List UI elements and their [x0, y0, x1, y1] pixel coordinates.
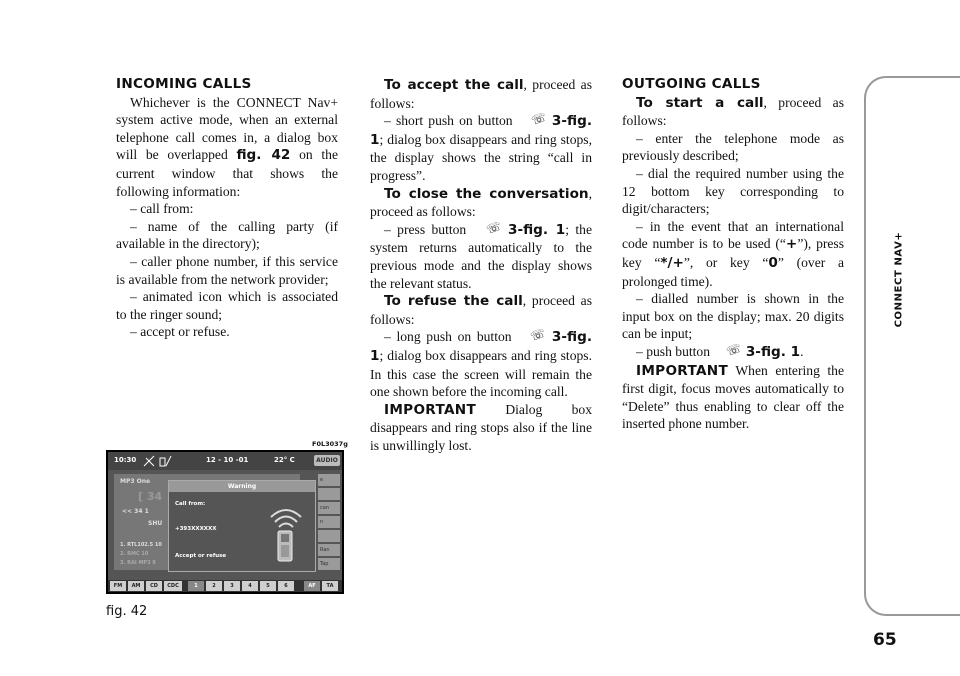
preset-item: 1. RTL102.5 10	[120, 542, 162, 548]
clock: 10:30	[114, 456, 137, 464]
list-item	[622, 340, 844, 362]
fig-reference: 3-fig. 1	[370, 329, 592, 364]
phone-handset-icon: ☏	[483, 218, 503, 237]
key-preset-4[interactable]: 4	[242, 581, 258, 591]
list-item: – accept or refuse.	[130, 324, 230, 340]
call-from-label: Call from:	[175, 501, 206, 507]
step-text: ; dialog box disappears and ring stops. In this case the screen will remain the one shown before the incoming call.	[370, 347, 592, 400]
side-softkey[interactable]: n	[318, 516, 340, 528]
date: 12 - 10 -01	[206, 456, 249, 464]
list-item: – caller phone number, if this service is available from the network provider;	[116, 253, 338, 287]
shuffle-label: SHU	[148, 520, 163, 527]
key-star-plus: */+	[660, 254, 684, 271]
start-rest: , proceed as follows:	[622, 94, 844, 129]
paragraph-important	[622, 362, 844, 433]
side-label-text: CONNECT NAV+	[893, 231, 905, 328]
important-label: IMPORTANT	[384, 401, 477, 418]
side-section-label	[869, 231, 925, 328]
column-incoming-calls	[116, 76, 338, 341]
intro-text: Whichever is the CONNECT Nav+ system active mode, when an external telephone call comes in, a dialog box will be overlapped	[116, 94, 338, 163]
list-item: – enter the telephone mode as previously described;	[622, 130, 844, 164]
key-preset-3[interactable]: 3	[224, 581, 240, 591]
list-item: – call from:	[130, 201, 194, 217]
close-heading: To close the conversation	[384, 185, 589, 202]
list-item: – name of the calling party (if available in the directory);	[116, 218, 338, 252]
list-item: – animated icon which is associated to the ringer sound;	[116, 289, 338, 322]
ringing-phone-icon	[263, 501, 309, 565]
incoming-call-dialog	[168, 480, 316, 572]
refuse-rest: , proceed as follows:	[370, 293, 592, 327]
key-cd[interactable]: CD	[146, 581, 162, 591]
step-text: – short push on button	[384, 113, 513, 129]
accept-refuse-label: Accept or refuse	[175, 553, 227, 559]
preset-item: 3. RAI MP3 9	[120, 560, 156, 566]
phone-handset-icon: ☏	[528, 325, 548, 345]
side-softkey[interactable]: can	[318, 502, 340, 514]
side-softkey[interactable]: Ran	[318, 544, 340, 556]
figure-code: F0L3037g	[312, 440, 348, 448]
side-softkey[interactable]: Tap	[318, 558, 340, 570]
paragraph-important	[370, 401, 592, 455]
step-text: .	[800, 343, 804, 359]
column-outgoing-calls	[622, 76, 844, 433]
status-bar	[108, 452, 342, 470]
accept-rest: , proceed as follows:	[370, 77, 592, 111]
side-tab	[864, 76, 960, 616]
source-label: MP3 One	[120, 478, 151, 485]
paragraph-accept	[370, 76, 592, 112]
key-preset-2[interactable]: 2	[206, 581, 222, 591]
close-rest: , proceed as follows:	[370, 185, 592, 220]
step-text: – press button	[384, 221, 467, 237]
heading-incoming-calls: INCOMING CALLS	[116, 76, 252, 92]
list-item: – dialled number is shown in the input box on the display; max. 20 digits can be input;	[622, 291, 844, 342]
dialog-title: Warning	[169, 481, 315, 492]
paragraph-close	[370, 185, 592, 221]
fig-reference: 3-fig. 1	[370, 113, 592, 148]
signal-icon	[142, 455, 172, 467]
key-preset-1[interactable]: 1	[188, 581, 204, 591]
figure-display-screenshot	[106, 450, 344, 594]
phone-handset-icon: ☏	[529, 109, 549, 128]
side-softkey[interactable]	[318, 530, 340, 542]
accept-heading: To accept the call	[384, 77, 524, 93]
key-am[interactable]: AM	[128, 581, 144, 591]
step-text: ”, or key “	[683, 254, 769, 270]
step-text: ; dialog box disappears and ring stops, the display shows the string “call in progress”.	[370, 131, 592, 183]
key-ta[interactable]: TA	[322, 581, 338, 591]
page-number: 65	[873, 630, 897, 650]
paragraph-intro	[116, 94, 338, 201]
paragraph-accept-step	[370, 109, 592, 184]
step-text: – in the event that an international code number is to be used (“	[622, 218, 844, 252]
bottom-keys-bar	[108, 580, 342, 592]
fig-reference: fig. 42	[236, 147, 291, 164]
step-text: ” (over a prolonged time).	[622, 254, 844, 289]
fig-reference: 3-fig. 1	[507, 221, 566, 238]
track-info: << 34 1	[122, 508, 149, 515]
column-call-handling	[370, 76, 592, 454]
key-af[interactable]: AF	[304, 581, 320, 591]
paragraph-close-step	[370, 218, 592, 292]
refuse-heading: To refuse the call	[384, 293, 523, 310]
figure-caption: fig. 42	[106, 604, 148, 619]
step-text: – long push on button	[384, 329, 512, 345]
key-preset-6[interactable]: 6	[278, 581, 294, 591]
key-fm[interactable]: FM	[110, 581, 126, 591]
display-screen	[108, 452, 342, 592]
important-text: Dialog box disappears and ring stops also if the line is unwillingly lost.	[370, 401, 592, 453]
preset-item: 2. RMC 10	[120, 551, 149, 557]
intro-end: on the current window that shows the following information:	[116, 147, 338, 199]
audio-button[interactable]: AUDIO	[314, 455, 340, 466]
paragraph-refuse	[370, 292, 592, 328]
list-item	[622, 218, 844, 290]
step-text: ”), press key “	[622, 236, 845, 270]
key-zero: 0	[768, 254, 778, 271]
paragraph-start	[622, 94, 844, 130]
side-softkey[interactable]: e	[318, 474, 340, 486]
step-text: ; the system returns automatically to the previous mode and the display shows the relevant status.	[370, 221, 592, 291]
list-item: – dial the required number using the 12 bottom key corresponding to digit/characters;	[622, 165, 844, 217]
key-cdc[interactable]: CDC	[164, 581, 182, 591]
phone-handset-icon: ☏	[724, 340, 744, 359]
key-plus: +	[785, 236, 798, 253]
track-big: [ 34	[138, 490, 163, 503]
important-text: When entering the first digit, focus moves automatically to “Delete” thus enabling to clear off the inserted phone number.	[622, 362, 844, 432]
key-preset-5[interactable]: 5	[260, 581, 276, 591]
step-text: – push button	[636, 343, 711, 359]
temperature: 22° C	[274, 456, 295, 464]
side-softkey[interactable]	[318, 488, 340, 500]
fig-reference: 3-fig. 1	[745, 343, 801, 360]
caller-number: +393XXXXXX	[175, 526, 217, 532]
important-label: IMPORTANT	[636, 362, 729, 379]
start-heading: To start a call	[636, 94, 764, 111]
paragraph-refuse-step	[370, 325, 592, 400]
heading-outgoing-calls: OUTGOING CALLS	[622, 76, 761, 92]
